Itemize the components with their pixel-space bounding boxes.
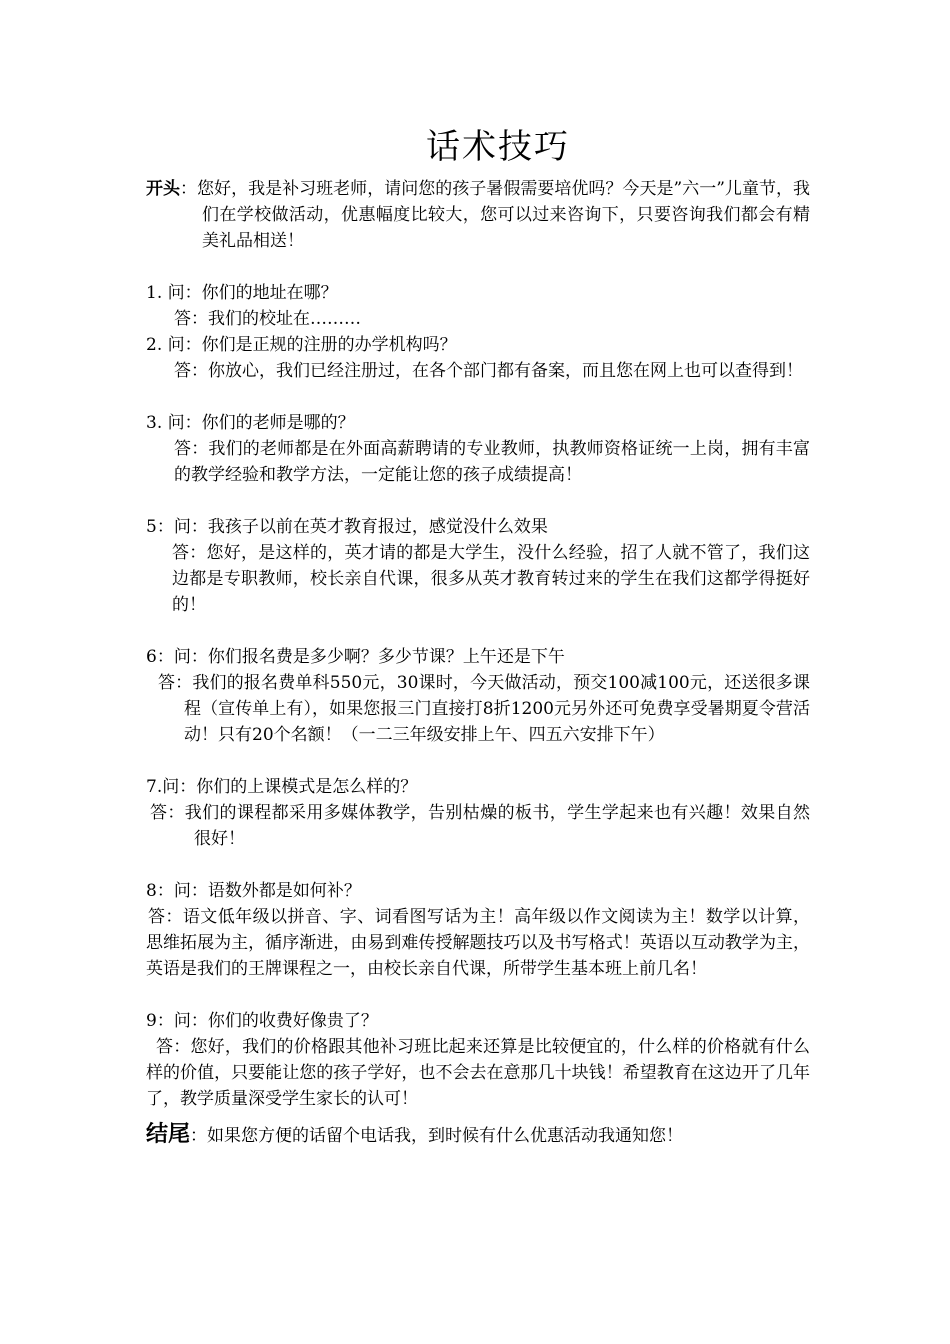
question-8: 8：问：语数外都是如何补？ <box>146 881 361 901</box>
opening-text: 您好，我是补习班老师，请问您的孩子暑假需要培优吗？今天是”六一”儿童节，我们在学校做活动，优惠幅度比较大，您可以过来咨询下，只要咨询我们都会有精美礼品相送！ <box>197 179 810 251</box>
document-page <box>146 118 810 1149</box>
opening-label: 开头 <box>146 179 181 199</box>
document-title: 话术技巧 <box>426 127 570 167</box>
question-9: 9：问：你们的收费好像贵了？ <box>146 1011 378 1031</box>
answer-9: 答：您好，我们的价格跟其他补习班比起来还算是比较便宜的，什么样的价格就有什么样的价值，只要能让您的孩子学好，也不会去在意那几十块钱！希望教育在这边开了几年了，教学质量深受学生家长的认可！ <box>146 1037 810 1109</box>
spacer <box>146 982 810 1008</box>
ending-paragraph <box>146 1122 810 1149</box>
question-7: 7.问：你们的上课模式是怎么样的？ <box>146 777 418 797</box>
answer-6: 答：我们的报名费单科550元，30课时，今天做活动，预交100减100元，还送很多课程（宣传单上有），如果您报三门直接打8折1200元另外还可免费享受暑期夏令营活动！只有20个名额！（一二三年级安排上午、四五六安排下午） <box>158 673 810 745</box>
answer-2: 答：你放心，我们已经注册过，在各个部门都有备案，而且您在网上也可以查得到！ <box>174 361 803 381</box>
spacer <box>146 384 810 410</box>
spacer <box>146 488 810 514</box>
ending-colon: ： <box>190 1126 208 1146</box>
opening-paragraph <box>146 176 810 254</box>
question-3: 3. 问：你们的老师是哪的？ <box>146 413 355 433</box>
answer-3: 答：我们的老师都是在外面高薪聘请的专业教师，执教师资格证统一上岗，拥有丰富的教学经验和教学方法，一定能让您的孩子成绩提高！ <box>174 439 810 485</box>
spacer <box>146 254 810 280</box>
answer-7: 答：我们的课程都采用多媒体教学，告别枯燥的板书，学生学起来也有兴趣！效果自然很好！ <box>150 803 810 849</box>
question-1: 1. 问：你们的地址在哪？ <box>146 283 338 303</box>
answer-1: 答：我们的校址在……… <box>174 309 361 329</box>
question-2: 2. 问：你们是正规的注册的办学机构吗？ <box>146 335 457 355</box>
spacer <box>146 618 810 644</box>
question-5: 5：问：我孩子以前在英才教育报过，感觉没什么效果 <box>146 517 548 537</box>
opening-colon: ： <box>180 179 198 199</box>
question-6: 6：问：你们报名费是多少啊？多少节课？上午还是下午 <box>146 647 565 667</box>
answer-5: 答：您好，是这样的，英才请的都是大学生，没什么经验，招了人就不管了，我们这边都是专职教师，校长亲自代课，很多从英才教育转过来的学生在我们这都学得挺好的！ <box>172 543 810 615</box>
ending-text: 如果您方便的话留个电话我，到时候有什么优惠活动我通知您！ <box>207 1126 684 1146</box>
ending-label: 结尾 <box>146 1122 191 1147</box>
spacer <box>146 852 810 878</box>
spacer <box>146 748 810 774</box>
answer-8: 答：语文低年级以拼音、字、词看图写话为主！高年级以作文阅读为主！数学以计算，思维拓展为主，循序渐进，由易到难传授解题技巧以及书写格式！英语以互动教学为主，英语是我们的王牌课程之一，由校长亲自代课，所带学生基本班上前几名！ <box>146 907 810 979</box>
